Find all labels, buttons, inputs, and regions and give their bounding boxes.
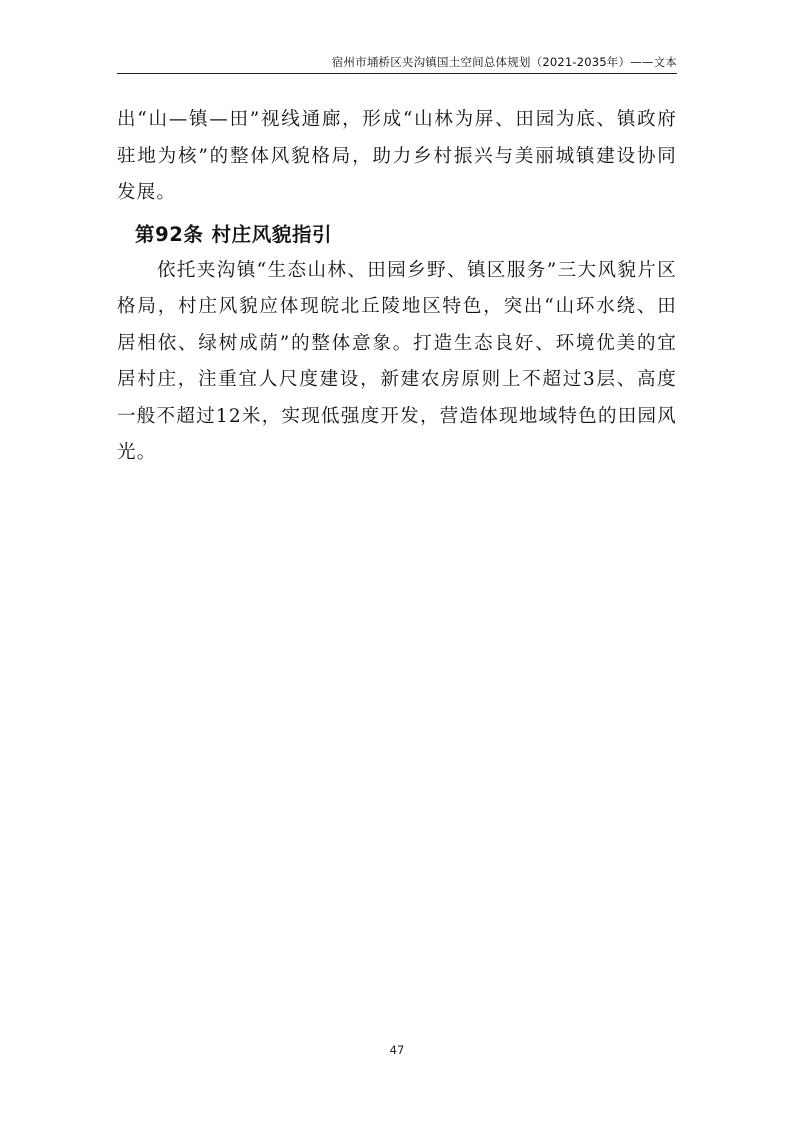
running-header: 宿州市埇桥区夹沟镇国土空间总体规划（2021-2035年）——文本 (331, 55, 677, 69)
page-number: 47 (389, 1043, 405, 1057)
continuation-paragraph: 出“山—镇—田”视线通廊，形成“山林为屏、田园为底、镇政府驻地为核”的整体风貌格局，助力乡村振兴与美丽城镇建设协同发展。 (117, 109, 677, 203)
article-paragraph: 依托夹沟镇“生态山林、田园乡野、镇区服务”三大风貌片区格局，村庄风貌应体现皖北丘陵地区特色，突出“山环水绕、田居相依、绿树成荫”的整体意象。打造生态良好、环境优美的宜居村庄，注重宜人尺度建设，新建农房原则上不超过3层、高度一般不超过12米，实现低强度开发，营造体现地域特色的田园风光。 (117, 259, 677, 463)
article-number: 第92条 (135, 222, 204, 246)
header-divider (117, 73, 677, 74)
page-body (117, 102, 677, 472)
article-title: 村庄风貌指引 (211, 222, 333, 246)
article-heading (135, 217, 677, 253)
